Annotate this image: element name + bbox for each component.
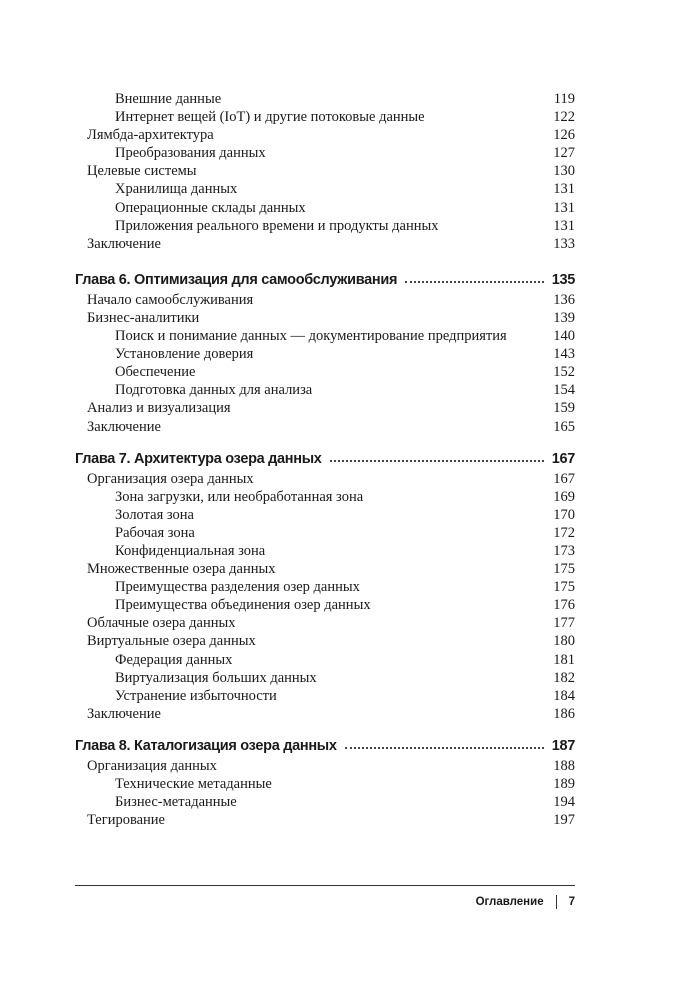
toc-subsection-title: Интернет вещей (IoT) и другие потоковые данные <box>115 109 425 126</box>
toc-subsection <box>75 180 575 198</box>
toc-subsection <box>75 687 575 705</box>
chapter-heading <box>75 735 575 757</box>
toc-subsection-page-number: 152 <box>553 364 575 381</box>
toc-section-title: Виртуальные озера данных <box>87 633 256 650</box>
toc-subsection <box>75 345 575 363</box>
toc-section <box>75 235 575 253</box>
toc-subsection-page-number: 119 <box>553 91 575 107</box>
toc-section-title: Тегирование <box>87 812 165 829</box>
toc-subsection <box>75 108 575 126</box>
chapter-heading-title: Глава 8. Каталогизация озера данных <box>75 737 337 754</box>
toc-subsection <box>75 596 575 614</box>
toc-subsection-title: Бизнес-метаданные <box>115 794 237 811</box>
toc-subsection-title: Операционные склады данных <box>115 199 306 216</box>
toc-subsection-page-number: 131 <box>553 217 575 234</box>
toc-subsection-title: Преобразования данных <box>115 145 266 162</box>
toc-subsection <box>75 90 575 108</box>
toc-subsection <box>75 488 575 506</box>
toc-subsection <box>75 775 575 793</box>
toc-subsection-page-number: 122 <box>553 109 575 126</box>
toc-subsection-page-number: 176 <box>553 597 575 614</box>
toc-section-page-number: 175 <box>553 561 575 578</box>
toc-section <box>75 291 575 309</box>
toc-subsection-page-number: 169 <box>553 488 575 505</box>
toc-subsection-page-number: 182 <box>553 669 575 686</box>
toc-subsection-page-number: 131 <box>553 199 575 216</box>
toc-subsection <box>75 144 575 162</box>
toc-section-page-number: 165 <box>553 418 575 435</box>
toc-subsection <box>75 651 575 669</box>
toc-subsection <box>75 506 575 524</box>
toc-section-title: Организация озера данных <box>87 470 254 487</box>
toc-section-page-number: 186 <box>553 705 575 722</box>
toc-subsection-title: Внешние данные <box>115 91 222 107</box>
toc-section-title: Бизнес-аналитики <box>87 309 200 326</box>
toc-section <box>75 811 575 829</box>
toc-section <box>75 614 575 632</box>
toc-subsection <box>75 327 575 345</box>
toc-section-title: Множественные озера данных <box>87 561 276 578</box>
toc-section-title: Анализ и визуализация <box>87 400 231 417</box>
leader-dots <box>330 460 544 462</box>
toc-subsection-title: Конфиденциальная зона <box>115 542 266 559</box>
toc-subsection <box>75 199 575 217</box>
footer-rule <box>75 885 575 886</box>
toc-section-title: Целевые системы <box>87 163 197 180</box>
toc-section-page-number: 180 <box>553 633 575 650</box>
toc-subsection-title: Поиск и понимание данных — документирование предприятия <box>115 328 507 345</box>
toc-section <box>75 126 575 144</box>
toc-section-title: Заключение <box>87 235 161 252</box>
page-footer <box>476 895 575 909</box>
toc-subsection-page-number: 175 <box>553 579 575 596</box>
toc-subsection-title: Устранение избыточности <box>115 687 277 704</box>
toc-section-page-number: 188 <box>553 757 575 774</box>
leader-dots <box>405 281 544 283</box>
toc-subsection-title: Рабочая зона <box>115 524 195 541</box>
toc-subsection <box>75 381 575 399</box>
toc-subsection-title: Золотая зона <box>115 506 194 523</box>
toc-subsection-page-number: 143 <box>553 346 575 363</box>
toc-section <box>75 470 575 488</box>
toc-subsection-title: Преимущества разделения озер данных <box>115 579 360 596</box>
toc-section <box>75 560 575 578</box>
toc-subsection-page-number: 131 <box>553 181 575 198</box>
toc-subsection-title: Хранилища данных <box>115 181 238 198</box>
toc-subsection-page-number: 173 <box>553 542 575 559</box>
toc-section-page-number: 159 <box>553 400 575 417</box>
toc-subsection-page-number: 184 <box>553 687 575 704</box>
toc-section-title: Заключение <box>87 418 161 435</box>
chapter-heading-title: Глава 7. Архитектура озера данных <box>75 450 322 467</box>
toc-subsection-title: Зона загрузки, или необработанная зона <box>115 488 364 505</box>
toc-section-page-number: 130 <box>553 163 575 180</box>
toc-subsection-title: Федерация данных <box>115 651 233 668</box>
toc-subsection <box>75 363 575 381</box>
toc-subsection-title: Виртуализация больших данных <box>115 669 317 686</box>
toc-section-title: Заключение <box>87 705 161 722</box>
toc-section <box>75 309 575 327</box>
toc-subsection-title: Подготовка данных для анализа <box>115 382 313 399</box>
toc-section-page-number: 167 <box>553 470 575 487</box>
toc-section <box>75 705 575 723</box>
chapter-heading-page-number: 167 <box>551 450 575 467</box>
toc-subsection <box>75 524 575 542</box>
chapter-heading <box>75 448 575 470</box>
toc-subsection-title: Технические метаданные <box>115 776 272 792</box>
footer-page-number: 7 <box>568 896 575 908</box>
toc-section-page-number: 126 <box>553 127 575 144</box>
chapter-heading-title: Глава 6. Оптимизация для самообслуживания <box>75 271 398 288</box>
toc-subsection-page-number: 154 <box>553 382 575 399</box>
toc-section-page-number: 136 <box>553 291 575 308</box>
toc-subsection-title: Установление доверия <box>115 346 254 363</box>
toc-section <box>75 162 575 180</box>
toc-section-page-number: 177 <box>553 615 575 632</box>
chapter-heading-page-number: 187 <box>551 737 575 754</box>
toc-subsection <box>75 669 575 687</box>
toc-subsection-page-number: 194 <box>553 794 575 811</box>
chapter-heading <box>75 269 575 291</box>
toc-subsection <box>75 578 575 596</box>
leader-dots <box>345 747 544 749</box>
toc-subsection-page-number: 140 <box>553 328 575 345</box>
footer-separator <box>556 895 557 909</box>
toc-section-page-number: 139 <box>553 309 575 326</box>
toc-section <box>75 418 575 436</box>
toc-section-page-number: 133 <box>553 235 575 252</box>
toc-subsection-page-number: 189 <box>553 776 575 792</box>
toc-subsection-title: Приложения реального времени и продукты данных <box>115 217 439 234</box>
toc-subsection-page-number: 172 <box>553 524 575 541</box>
toc-subsection <box>75 793 575 811</box>
toc-section-title: Облачные озера данных <box>87 615 236 632</box>
chapter-heading-page-number: 135 <box>551 271 575 288</box>
footer-label: Оглавление <box>475 896 544 908</box>
toc-section-title: Лямбда-архитектура <box>87 127 214 144</box>
toc-subsection-title: Обеспечение <box>115 364 196 381</box>
toc-subsection-page-number: 170 <box>553 506 575 523</box>
toc-section-title: Организация данных <box>87 757 217 774</box>
toc-section-page-number: 197 <box>553 812 575 829</box>
toc-section <box>75 632 575 650</box>
toc-subsection-title: Преимущества объединения озер данных <box>115 597 371 614</box>
toc-subsection-page-number: 181 <box>553 651 575 668</box>
table-of-contents <box>75 90 575 829</box>
toc-subsection <box>75 542 575 560</box>
toc-section <box>75 399 575 417</box>
toc-subsection <box>75 217 575 235</box>
toc-section-title: Начало самообслуживания <box>87 291 254 308</box>
toc-section <box>75 757 575 775</box>
toc-subsection-page-number: 127 <box>553 145 575 162</box>
